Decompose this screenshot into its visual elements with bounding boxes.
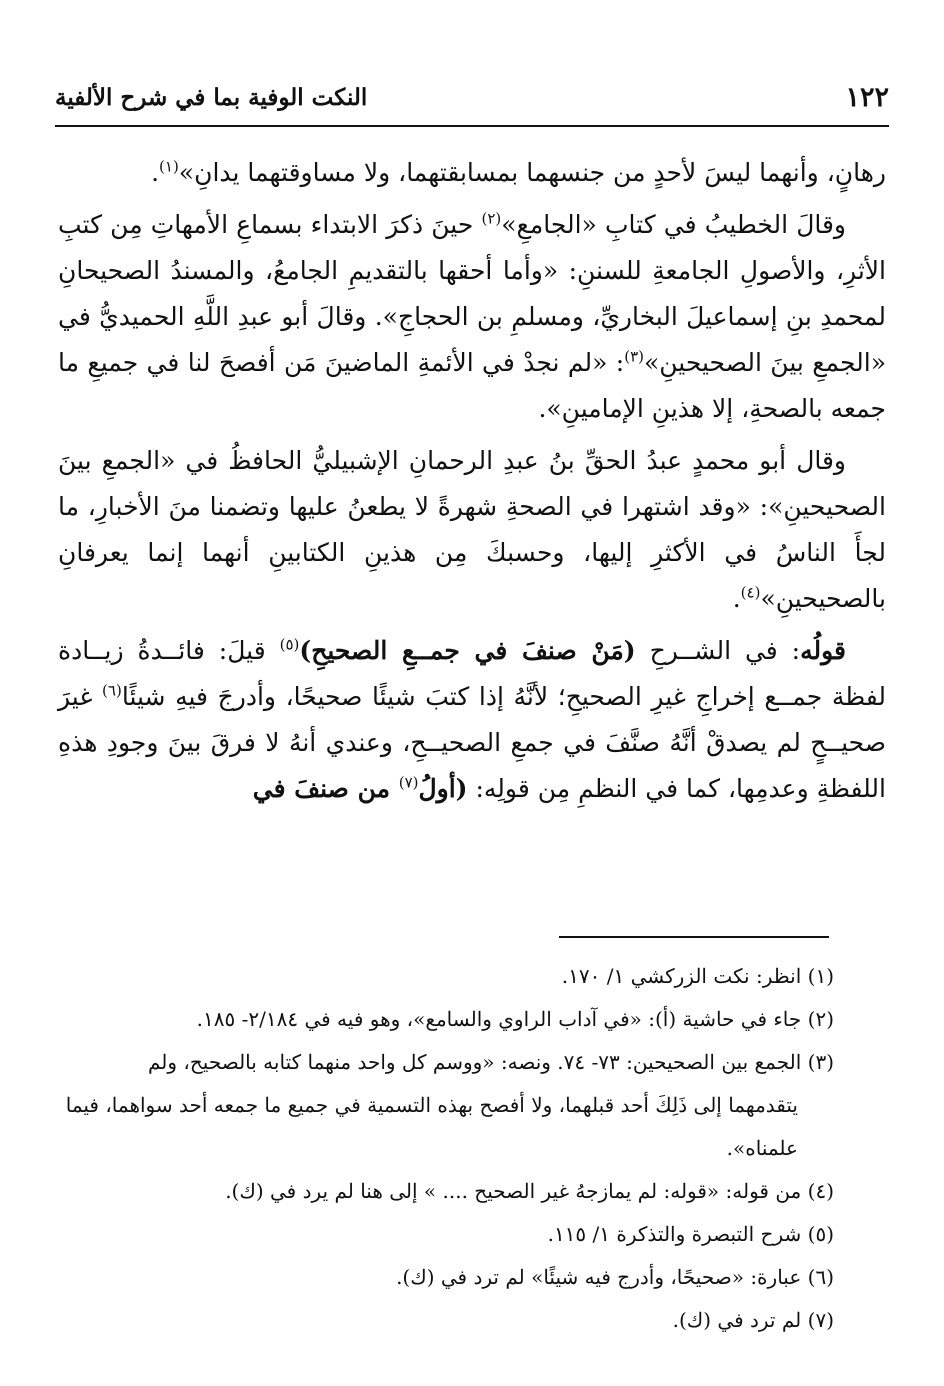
footnote-text: من قوله: «قوله: لم يمازجهُ غير الصحيح .... » إلى هنا لم يرد في (ك). bbox=[225, 1179, 802, 1203]
paragraph-2-part-a: وقالَ الخطيبُ في كتابِ «الجامعِ» bbox=[501, 210, 846, 239]
footnote-separator bbox=[559, 936, 829, 938]
footnote-3-continuation-2: علمناه». bbox=[726, 1136, 798, 1160]
footnote-3-continuation-1: يتقدمهما إلى ذَلِكَ أحد قبلهما، ولا أفصح بهذه التسمية في جميع ما جمعه أحد سواهما، فيما bbox=[65, 1093, 798, 1117]
verse-quote-start: (أولُ bbox=[418, 774, 468, 803]
footnote-number: (٥) bbox=[807, 1222, 834, 1246]
paragraph-4-part-b: قيلَ: فائــدةُ زيــادة لفظة جمــع إخراجِ غيرِ الصحيحِ؛ لأنَّهُ إذا كتبَ شيئًا صحيحًا، وأدرجَ فيهِ شيئًا bbox=[58, 636, 887, 711]
paragraph-2-part-b: حينَ ذكرَ الابتداء بسماعِ الأمهاتِ مِن كتبِ الأثرِ، والأصولِ الجامعةِ للسننِ: «وأما أحقها بالتقديمِ الجامعُ، والمسندُ الصحيحانِ لمحمدِ بنِ إسماعيلَ البخاريِّ، ومسلمِ بن الحجاجِ». وقالَ أبو عبدِ اللَّهِ الحميديُّ في «الجمعِ بينَ الصحيحينِ» bbox=[58, 210, 886, 377]
footnote-ref-3: (٣) bbox=[624, 347, 644, 366]
footnote-6 bbox=[60, 1256, 834, 1299]
header-rule bbox=[55, 125, 889, 127]
footnote-text: شرح التبصرة والتذكرة ١/ ١١٥. bbox=[547, 1222, 802, 1246]
footnote-1 bbox=[60, 955, 834, 998]
paragraph-1 bbox=[58, 150, 886, 196]
commentary-lead: قولُه bbox=[800, 636, 846, 665]
paragraph-4-part-a: : في الشــرحِ bbox=[635, 636, 801, 665]
quoted-phrase: (مَنْ صنفَ في جمــعِ الصحيحِ) bbox=[299, 636, 636, 665]
paragraph-2 bbox=[58, 202, 886, 432]
footnote-ref-4: (٤) bbox=[740, 583, 761, 602]
footnotes bbox=[60, 955, 834, 1342]
paragraph-3-tail: . bbox=[732, 584, 741, 613]
footnote-text: جاء في حاشية (أ): «في آداب الراوي والسامع»، وهو فيه في ٢/١٨٤- ١٨٥. bbox=[196, 1007, 802, 1031]
footnote-number: (٧) bbox=[807, 1308, 834, 1332]
footnote-number: (٢) bbox=[807, 1007, 834, 1031]
footnote-number: (٤) bbox=[807, 1179, 834, 1203]
footnote-text: لم ترد في (ك). bbox=[672, 1308, 802, 1332]
page-header bbox=[55, 78, 889, 118]
main-text bbox=[58, 150, 886, 818]
running-title: النكت الوفية بما في شرح الألفية bbox=[55, 84, 368, 111]
footnote-ref-7: (٧) bbox=[398, 773, 419, 792]
footnote-text: انظر: نكت الزركشي ١/ ١٧٠. bbox=[561, 964, 802, 988]
footnote-7 bbox=[60, 1299, 834, 1342]
footnote-ref-1: (١) bbox=[159, 157, 179, 176]
footnote-ref-5: (٥) bbox=[279, 635, 300, 654]
paragraph-3 bbox=[58, 438, 886, 622]
paragraph-1-text: رهانٍ، وأنهما ليسَ لأحدٍ من جنسهما بمسابقتهما، ولا مساوقتهما يدانِ» bbox=[178, 158, 886, 187]
page-number: ١٢٢ bbox=[845, 82, 889, 113]
paragraph-4-part-c: غيرَ صحيــحٍ لم يصدقْ أنَّهُ صنَّفَ في جمعِ الصحيــحِ، وعندي أنهُ لا فرقَ بينَ وجودِ هذهِ اللفظةِ وعدمِها، كما في النظمِ مِن قولِه: bbox=[58, 682, 886, 803]
footnote-number: (٦) bbox=[807, 1265, 834, 1289]
verse-quote-end: من صنفَ في bbox=[252, 774, 399, 803]
paragraph-3-text: وقال أبو محمدٍ عبدُ الحقِّ بنُ عبدِ الرحمانِ الإشبيليُّ الحافظُ في «الجمعِ بينَ الصحيحينِ»: «وقد اشتهرا في الصحةِ شهرةً لا يطعنُ عليها وتضمنا منَ الأخبارِ، ما لجأَ الناسُ في الأكثرِ إليها، وحسبكَ مِن هذينِ الكتابينِ أنهما إنما يعرفانِ بالصحيحينِ» bbox=[58, 446, 886, 613]
footnote-4 bbox=[60, 1170, 834, 1213]
paragraph-4 bbox=[58, 628, 886, 812]
footnote-3 bbox=[60, 1041, 834, 1084]
footnote-ref-6: (٦) bbox=[102, 681, 122, 700]
paragraph-1-tail: . bbox=[151, 158, 160, 187]
footnote-ref-2: (٢) bbox=[481, 209, 502, 228]
footnote-number: (٣) bbox=[807, 1050, 834, 1074]
footnote-5 bbox=[60, 1213, 834, 1256]
footnote-number: (١) bbox=[807, 964, 834, 988]
footnote-text: الجمع بين الصحيحين: ٧٣- ٧٤. ونصه: «ووسم كل واحد منهما كتابه بالصحيح، ولم bbox=[148, 1050, 802, 1074]
paragraph-2-part-c: : «لم نجدْ في الأئمةِ الماضينَ مَن أفصحَ لنا في جميعِ ما جمعه بالصحةِ، إلا هذينِ الإمامينِ». bbox=[58, 348, 886, 423]
footnote-text: عبارة: «صحيحًا، وأدرج فيه شيئًا» لم ترد في (ك). bbox=[396, 1265, 802, 1289]
footnote-2 bbox=[60, 998, 834, 1041]
